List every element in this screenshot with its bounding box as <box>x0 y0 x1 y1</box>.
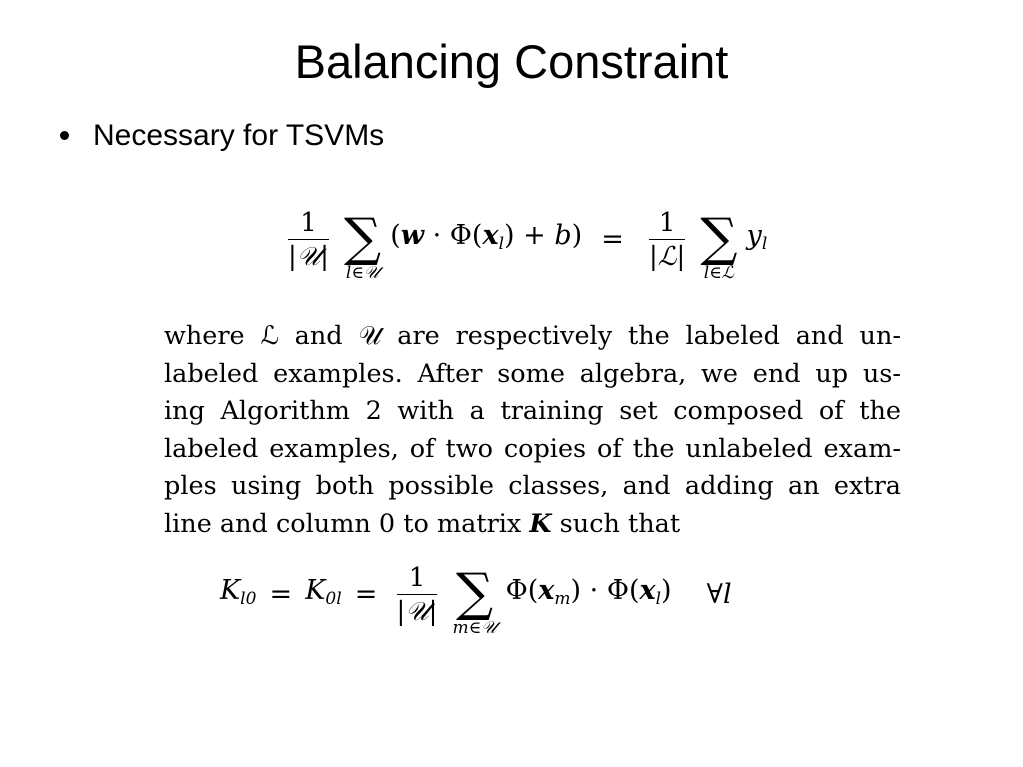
rhs-denominator: |ℒ| <box>648 241 686 272</box>
paragraph-line: ing Algorithm 2 with a training set composed of the <box>164 396 901 426</box>
rhs-fraction <box>649 207 685 274</box>
balancing-equation <box>282 205 767 300</box>
equals-sign-2: = <box>354 579 378 610</box>
k2-subscript: 0l <box>325 589 342 609</box>
x-m-vector: x <box>538 575 555 606</box>
kernel-equation <box>220 560 732 655</box>
lhs-open-paren: ( <box>390 220 401 251</box>
line6-suffix: such that <box>551 508 681 539</box>
x-m-subscript: m <box>554 589 571 609</box>
kernel-denominator: |𝒰| <box>396 596 438 627</box>
lhs-term <box>390 216 582 264</box>
kernel-term <box>506 571 672 619</box>
paragraph-line <box>164 506 901 544</box>
rhs-y: y <box>746 220 762 251</box>
k2-symbol: K <box>305 575 326 606</box>
phi-close: ) <box>661 575 672 606</box>
paragraph-line: where ℒ and 𝒰 are respectively the labeled and un- <box>164 321 901 351</box>
phi-open-1: Φ( <box>505 575 539 606</box>
rhs-numerator: 1 <box>649 207 685 240</box>
paragraph-line: ples using both possible classes, and adding an extra <box>164 471 901 501</box>
x-l-subscript: l <box>655 589 662 609</box>
lhs-dot-phi: · Φ( <box>424 220 483 251</box>
lhs-denominator: |𝒰| <box>288 241 329 272</box>
lhs-plus: ) + <box>504 220 555 251</box>
line6-prefix: line and column 0 to matrix <box>164 508 530 539</box>
lhs-x-subscript: l <box>498 234 504 254</box>
lhs-sum-index: l∈𝒰 <box>345 263 380 283</box>
rhs-y-subscript: l <box>761 234 768 254</box>
forall-clause <box>707 575 732 615</box>
rhs-sigma-symbol: ∑ <box>700 208 738 268</box>
matrix-k: K <box>529 508 552 539</box>
bullet-text: Necessary for TSVMs <box>93 119 385 152</box>
equals-sign-1: = <box>269 579 293 610</box>
equals-sign: = <box>601 224 624 255</box>
slide-title: Balancing Constraint <box>294 35 729 88</box>
x-l-vector: x <box>639 575 656 606</box>
paragraph-line: labeled examples, of two copies of the unlabeled exam- <box>164 433 901 464</box>
kernel-fraction <box>397 562 438 629</box>
lhs-bias: b <box>554 220 572 251</box>
bullet-item <box>60 116 384 156</box>
bullet-dot-icon <box>60 131 69 140</box>
lhs-w-vector: w <box>400 220 425 251</box>
rhs-sum <box>700 208 738 283</box>
k-0l <box>305 571 341 619</box>
lhs-fraction <box>288 207 329 274</box>
kernel-sigma-symbol: ∑ <box>455 563 494 623</box>
forall-variable: l <box>722 579 732 610</box>
k1-subscript: l0 <box>240 589 257 609</box>
kernel-sum-index: m∈𝒰 <box>452 618 497 638</box>
rhs-term <box>747 216 768 264</box>
lhs-sum <box>344 208 382 283</box>
lhs-x-vector: x <box>482 220 499 251</box>
lhs-close-paren: ) <box>571 220 583 251</box>
kernel-numerator: 1 <box>397 562 438 595</box>
k1-symbol: K <box>220 575 241 606</box>
paragraph-line: labeled examples. After some algebra, we end up us- <box>164 358 901 389</box>
lhs-sigma-symbol: ∑ <box>344 208 382 268</box>
kernel-sum <box>452 563 497 638</box>
k-l0 <box>220 571 256 619</box>
dot-phi: ) · Φ( <box>570 575 640 606</box>
lhs-numerator: 1 <box>288 207 329 240</box>
forall-symbol: ∀ <box>706 579 723 610</box>
rhs-sum-index: l∈ℒ <box>703 263 735 283</box>
explanation-paragraph <box>164 318 901 543</box>
